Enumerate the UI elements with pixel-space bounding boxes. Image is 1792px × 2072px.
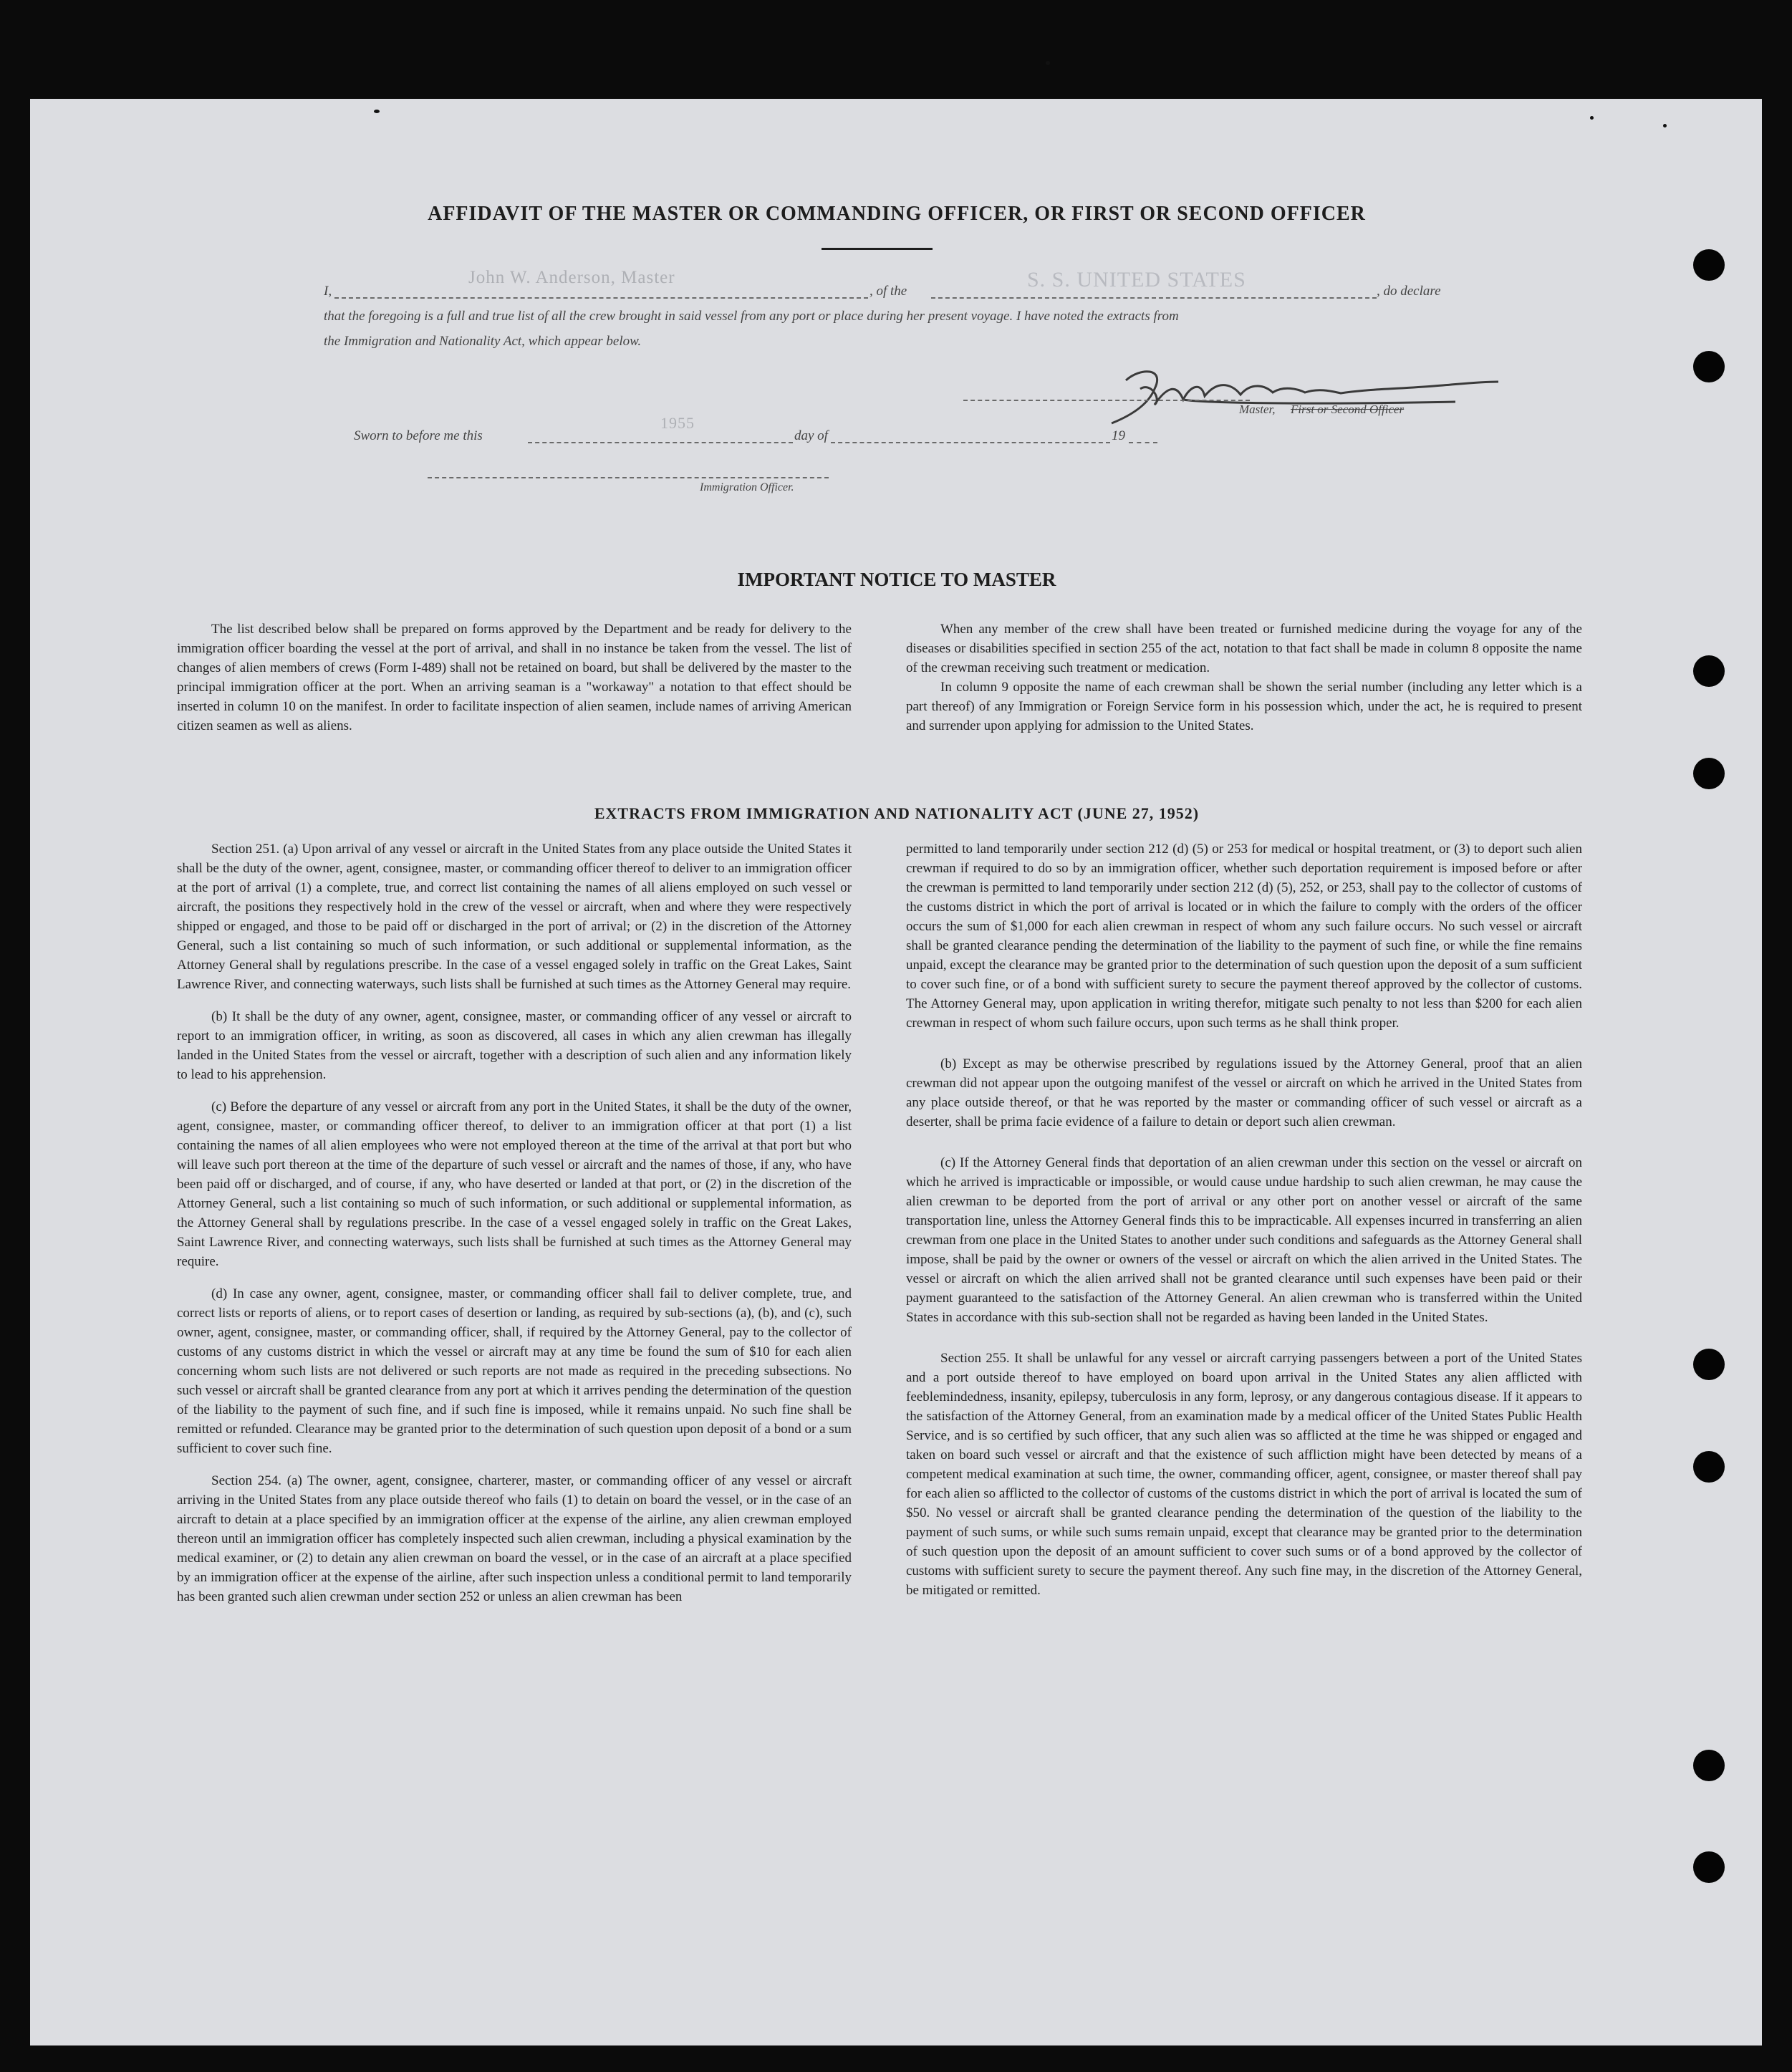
- punch-hole: [1693, 758, 1725, 789]
- do-declare-label: , do declare: [1377, 284, 1441, 299]
- section-254-a: Section 254. (a) The owner, agent, consignee, charterer, master, or commanding officer of any vessel or aircraft arriving in the United States from any place outside thereof who fails (1) to detain on board the vessel, or in the case of an aircraft to detain at a place specified by an immigration officer at the expense of the airline, any alien crewman employed thereon until an immigration officer has completely inspected such alien crewman, including a physical examination by the medical examiner, or (2) to detain any alien crewman on board the vessel, or in the case of an aircraft at a place specified by an immigration officer at the expense of the airline, after such inspection unless a conditional permit to land temporarily has been granted such alien crewman under section 252 or unless an alien crewman has been: [177, 1473, 852, 1604]
- i-label: I,: [324, 284, 332, 299]
- section-254-b: (b) Except as may be otherwise prescribed by regulations issued by the Attorney General, proof that an alien crewman did not appear upon the outgoing manifest of the vessel or aircraft on which he arrived in the United States from any place outside thereof, or that he was reported by the master or commanding officer of such vessel or aircraft as a deserter, shall be prima facie evidence of a failure to detain or deport such alien crewman.: [906, 1056, 1582, 1129]
- affidavit-title: AFFIDAVIT OF THE MASTER OR COMMANDING OFFICER, OR FIRST OR SECOND OFFICER: [428, 203, 1366, 225]
- section-254-a-continued: permitted to land temporarily under section 212 (d) (5) or 253 for medical or hospital treatment, or (3) to deport such alien crewman if required to do so by an immigration officer, whether such deportation requirement is imposed before or after the crewman is permitted to land temporarily under section 212 (d) (5), 252, or 253, shall pay to the collector of customs of the customs district in which the port of arrival is located or in which the failure to comply with the orders of the officer occurs the sum of $1,000 for each alien crewman in respect of whom any such failure occurs. No such vessel or aircraft shall be granted clearance pending the determination of the liability to the payment of such fine, or while the fine remains unpaid, except the clearance may be granted prior to the determination of such question upon the deposit of a sum sufficient to cover such fine, or of a bond with sufficient surety to secure the payment thereof approved by the collector of customs. The Attorney General may, upon application in writing therefor, mitigate such penalty to not less than $200 for each alien crewman in respect of whom such failure occurs, upon such terms as he shall think proper.: [906, 842, 1582, 1031]
- notice-right-paragraph-1: When any member of the crew shall have been treated or furnished medicine during the voyage for any of the diseases or disabilities specified in section 255 of the act, notation to that fact shall be made in column 8 opposite the name of the crewman receiving such treatment or medication.: [906, 622, 1582, 675]
- day-of-label: day of: [794, 428, 828, 443]
- punch-hole: [1693, 351, 1725, 382]
- of-the-label: , of the: [869, 284, 907, 299]
- sworn-label: Sworn to before me this: [354, 428, 483, 443]
- title-divider: [822, 248, 933, 250]
- section-251-b: (b) It shall be the duty of any owner, agent, consignee, master, or commanding officer of any vessel or aircraft to report to an immigration officer, in writing, as soon as discovered, all cases in which any alien crewman has illegally landed in the United States from the vessel or aircraft, together with a description of such alien and any information likely to lead to his apprehension.: [177, 1009, 852, 1082]
- sworn-year-line: [1129, 442, 1157, 443]
- declaration-line-2: the Immigration and Nationality Act, which appear below.: [324, 334, 642, 349]
- master-signature: [1097, 360, 1527, 432]
- punch-hole: [1693, 655, 1725, 687]
- sworn-month-line: [831, 442, 1110, 443]
- form-page: [30, 99, 1762, 2046]
- section-255: Section 255. It shall be unlawful for any vessel or aircraft carrying passengers between a port of the United States and a port outside thereof to have employed on board upon arrival in the United States any alien afflicted with feeblemindedness, insanity, epilepsy, tuberculosis in any form, leprosy, or any dangerous contagious disease. If it appears to the satisfaction of the Attorney General, from an examination made by a medical officer of the United States Public Health Service, and is so certified by such officer, that any such alien was so afflicted at the time he was shipped or engaged and taken on board such vessel or aircraft and that the existence of such affliction might have been detected by means of a competent medical examination at such time, the owner, commanding officer, agent, consignee, or master thereof shall pay for each alien so afflicted to the collector of customs of the customs district in which the port of arrival is located the sum of $50. No vessel or aircraft shall be granted clearance pending the determination of the question of the liability to the payment of such sums, or while such sums remain unpaid, except that clearance may be granted prior to the determination of such question upon the deposit of an amount sufficient to cover such sums or of a bond approved by the collector of customs with sufficient surety to secure the payment thereof. Any such fine may, in the discretion of the Attorney General, be mitigated or remitted.: [906, 1351, 1582, 1598]
- sworn-date-stamp: 1955: [660, 414, 695, 432]
- vessel-name-field: S. S. UNITED STATES: [1027, 268, 1246, 291]
- immigration-officer-line: [428, 477, 829, 478]
- scan-speck: [1663, 124, 1667, 127]
- scan-speck: [374, 110, 380, 113]
- notice-title: IMPORTANT NOTICE TO MASTER: [737, 569, 1056, 590]
- notice-left-paragraph: The list described below shall be prepared on forms approved by the Department and be ready for delivery to the immigration officer boarding the vessel at the port of arrival, and shall in no instance be taken from the vessel. The list of changes of alien members of crews (Form I-489) shall not be retained on board, but shall be delivered by the master to the principal immigration officer at the port. When an arriving seaman is a "workaway" a notation to that effect should be inserted in column 10 on the manifest. In order to facilitate inspection of alien seamen, include names of arriving American citizen seamen as well as aliens.: [177, 622, 852, 733]
- punch-hole: [1693, 1851, 1725, 1883]
- signature-caption-struck: First or Second Officer: [1291, 403, 1405, 416]
- extracts-left-column: [177, 839, 852, 1606]
- section-251-c: (c) Before the departure of any vessel or aircraft from any port in the United States, it shall be the duty of the owner, agent, consignee, master, or commanding officer thereof, to deliver to an immigration officer at that port (1) a list containing the names of all alien employees who were not employed thereon at the time of the arrival at that port but who will leave such port thereon at the time of the departure of such vessel or aircraft and the names of those, if any, who have been paid off or discharged, and of course, if any, who have deserted or landed at that port, or (2) in the discretion of the Attorney General, such a list containing so much of such information, or such additional or supplemental information, as the Attorney General shall by regulations prescribe. In the case of a vessel engaged solely in traffic on the Great Lakes, Saint Lawrence River, and connecting waterways, such lists shall be furnished at such times as the Attorney General may require.: [177, 1099, 852, 1269]
- year-label: 19: [1112, 428, 1125, 443]
- notice-left-column: [177, 620, 852, 736]
- signature-line: [963, 400, 1250, 401]
- section-254-c: (c) If the Attorney General finds that deportation of an alien crewman under this section on the vessel or aircraft on which he arrived is impracticable or impossible, or would cause undue hardship to such alien crewman, he may cause the alien crewman to be deported from the port of arrival or any other port on another vessel or aircraft of the same transportation line, unless the Attorney General finds this to be impracticable. All expenses incurred in transferring an alien crewman from one place in the United States to another under such conditions and safeguards as the Attorney General shall impose, shall be paid by the owner or owners of the vessel or aircraft on which the alien arrived in the United States. The vessel or aircraft on which the alien arrived shall not be granted clearance until such expenses have been paid or their payment guaranteed to the satisfaction of the Attorney General. An alien crewman who is transferred within the United States in accordance with this sub-section shall not be regarded as having been landed in the United States.: [906, 1155, 1582, 1325]
- scan-speck: [1590, 116, 1594, 120]
- master-name-line: [334, 297, 868, 299]
- punch-hole: [1693, 1349, 1725, 1380]
- master-name-field: John W. Anderson, Master: [468, 268, 675, 287]
- section-251-a: Section 251. (a) Upon arrival of any vessel or aircraft in the United States from any place outside the United States it shall be the duty of the owner, agent, consignee, master, or commanding officer thereof to deliver to an immigration officer at the port of arrival (1) a complete, true, and correct list containing the names of all aliens employed on such vessel or aircraft, the positions they respectively hold in the crew of the vessel or aircraft, when and where they were respectively shipped or engaged, and those to be paid off or discharged in the port of arrival; or (2) in the discretion of the Attorney General, such a list containing so much of such information, or such additional or supplemental information, as the Attorney General shall by regulations prescribe. In the case of a vessel engaged solely in traffic on the Great Lakes, Saint Lawrence River, and connecting waterways, such lists shall be furnished at such times as the Attorney General may require.: [177, 842, 852, 992]
- immigration-officer-label: Immigration Officer.: [700, 481, 794, 493]
- declaration-line-1: that the foregoing is a full and true list of all the crew brought in said vessel from any port or place during her present voyage. I have noted the extracts from: [324, 309, 1179, 324]
- punch-hole: [1693, 249, 1725, 281]
- notice-right-paragraph-2: In column 9 opposite the name of each crewman shall be shown the serial number (including any letter which is a part thereof) of any Immigration or Foreign Service form in his possession which, under the act, he is required to present and surrender upon applying for admission to the United States.: [906, 680, 1582, 733]
- vessel-name-line: [931, 297, 1377, 299]
- notice-right-column: [906, 620, 1582, 736]
- punch-hole: [1693, 1451, 1725, 1483]
- punch-hole: [1693, 1750, 1725, 1781]
- signature-caption-master: Master,: [1239, 403, 1276, 416]
- extracts-right-column: [906, 839, 1582, 1600]
- scan-speck: [1046, 61, 1050, 65]
- extracts-title: EXTRACTS FROM IMMIGRATION AND NATIONALITY ACT (JUNE 27, 1952): [594, 804, 1200, 822]
- section-251-d: (d) In case any owner, agent, consignee, master, or commanding officer shall fail to deliver complete, true, and correct lists or reports of aliens, or to report cases of desertion or landing, as required by sub-sections (a), (b), and (c), such owner, agent, consignee, master, or commanding officer, shall, if required by the Attorney General, pay to the collector of customs of any customs district in which the vessel or aircraft may at any time be found the sum of $10 for each alien concerning whom such lists are not delivered or such reports are not made as required in the preceding subsections. No such vessel or aircraft shall be granted clearance from any port at which it arrives pending the determination of the question of the liability to the payment of such fine, and if such fine is imposed, while it remains unpaid. No such fine shall be remitted or refunded. Clearance may be granted prior to the determination of such question upon deposit of a bond or a sum sufficient to cover such fine.: [177, 1286, 852, 1456]
- sworn-day-line: [528, 442, 793, 443]
